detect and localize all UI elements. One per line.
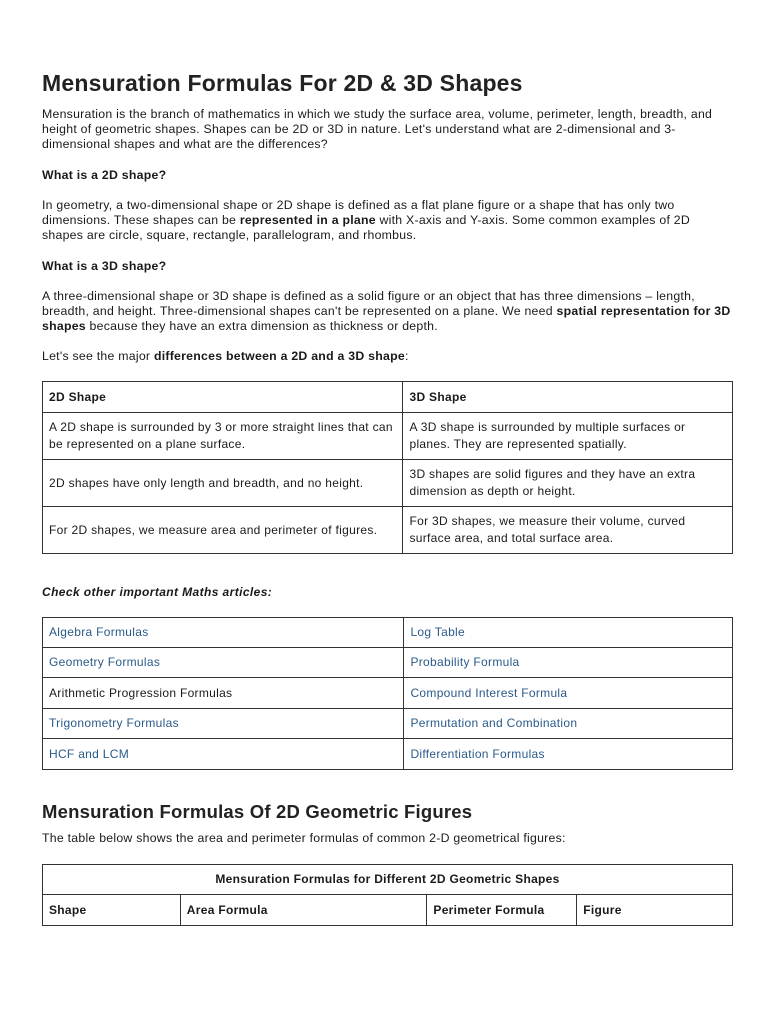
related-links-table xyxy=(42,617,733,770)
formulas-header-area: Area Formula xyxy=(180,895,427,926)
table-row xyxy=(43,460,733,507)
paragraph-2d xyxy=(42,198,733,244)
formulas-table-caption-row xyxy=(43,865,733,895)
comparison-cell: 2D shapes have only length and breadth, and no height. xyxy=(43,460,403,507)
section-2d-description: The table below shows the area and perimeter formulas of common 2-D geometrical figures: xyxy=(42,831,566,845)
check-articles-label: Check other important Maths articles: xyxy=(42,585,273,599)
comparison-header-row xyxy=(43,382,733,413)
table-row xyxy=(43,709,733,739)
formulas-2d-table xyxy=(42,864,733,926)
formulas-header-row xyxy=(43,895,733,926)
formulas-header-shape: Shape xyxy=(43,895,181,926)
comparison-cell: 3D shapes are solid figures and they have an extra dimension as depth or height. xyxy=(403,460,733,507)
link-algebra-formulas[interactable]: Algebra Formulas xyxy=(43,618,404,648)
link-trigonometry-formulas[interactable]: Trigonometry Formulas xyxy=(43,709,404,739)
link-hcf-and-lcm[interactable]: HCF and LCM xyxy=(43,739,404,770)
comparison-cell: For 2D shapes, we measure area and perimeter of figures. xyxy=(43,507,403,554)
comparison-header-2d: 2D Shape xyxy=(43,382,403,413)
comparison-header-3d: 3D Shape xyxy=(403,382,733,413)
table-row xyxy=(43,739,733,770)
formulas-table-caption: Mensuration Formulas for Different 2D Geometric Shapes xyxy=(43,865,733,895)
formulas-header-figure: Figure xyxy=(577,895,733,926)
link-probability-formula[interactable]: Probability Formula xyxy=(404,648,733,678)
table-row xyxy=(43,507,733,554)
formulas-header-perimeter: Perimeter Formula xyxy=(427,895,577,926)
page-title: Mensuration Formulas For 2D & 3D Shapes xyxy=(42,70,523,96)
paragraph-2d-part1: In geometry, a two-dimensional shape or 2D shape is defined as a flat plane figure or a shape that has only two dimensions. These shapes can be xyxy=(42,198,675,228)
link-compound-interest-formula[interactable]: Compound Interest Formula xyxy=(404,678,733,709)
link-differentiation-formulas[interactable]: Differentiation Formulas xyxy=(404,739,733,770)
table-row xyxy=(43,618,733,648)
table-row xyxy=(43,648,733,678)
differences-intro-part3: : xyxy=(404,349,409,363)
question-2d: What is a 2D shape? xyxy=(42,168,167,182)
comparison-cell: A 3D shape is surrounded by multiple surfaces or planes. They are represented spatially. xyxy=(403,413,733,460)
link-log-table[interactable]: Log Table xyxy=(404,618,733,648)
paragraph-2d-part3: with X-axis and Y-axis. Some common examples of 2D shapes are circle, square, rectangle, parallelogram, and rhombus. xyxy=(42,213,690,243)
paragraph-3d-bold: spatial representation for 3D shapes xyxy=(42,304,731,334)
link-permutation-and-combination[interactable]: Permutation and Combination xyxy=(404,709,733,739)
section-heading-2d-formulas: Mensuration Formulas Of 2D Geometric Figures xyxy=(42,801,473,822)
link-arithmetic-progression-formulas: Arithmetic Progression Formulas xyxy=(43,678,404,709)
comparison-cell: For 3D shapes, we measure their volume, curved surface area, and total surface area. xyxy=(403,507,733,554)
differences-intro xyxy=(42,349,733,364)
link-geometry-formulas[interactable]: Geometry Formulas xyxy=(43,648,404,678)
table-row xyxy=(43,678,733,709)
intro-paragraph: Mensuration is the branch of mathematics in which we study the surface area, volume, perimeter, length, breadth, and height of geometric shapes. Shapes can be 2D or 3D in nature. Let's understand what are 2-dimensional and 3-dimensional shapes and what are the differences? xyxy=(42,107,713,152)
paragraph-3d xyxy=(42,289,733,335)
question-3d: What is a 3D shape? xyxy=(42,259,167,273)
comparison-table xyxy=(42,381,733,554)
differences-intro-part1: Let's see the major xyxy=(42,349,154,363)
differences-intro-bold: differences between a 2D and a 3D shape xyxy=(153,349,405,363)
table-row xyxy=(43,413,733,460)
paragraph-2d-bold: represented in a plane xyxy=(239,213,376,228)
comparison-cell: A 2D shape is surrounded by 3 or more straight lines that can be represented on a plane surface. xyxy=(43,413,403,460)
paragraph-3d-part3: because they have an extra dimension as thickness or depth. xyxy=(85,319,438,334)
paragraph-3d-part1: A three-dimensional shape or 3D shape is defined as a solid figure or an object that has three dimensions – length, breadth, and height. Three-dimensional shapes can't be represented on a plane. We need xyxy=(42,289,695,319)
